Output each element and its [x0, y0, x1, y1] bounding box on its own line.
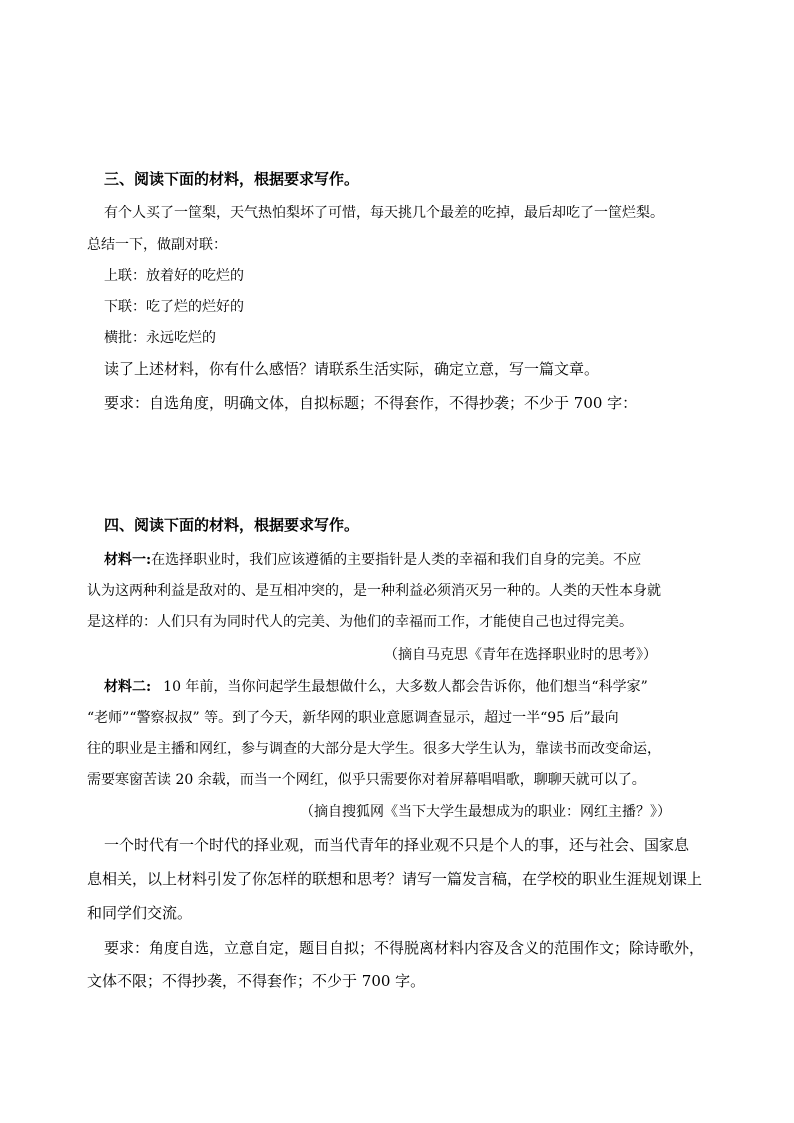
material-1-line-3: 是这样的：人们只有为同时代人的完美、为他们的幸福而工作，才能使自己也过得完美。 — [87, 614, 633, 630]
task-line-1: 一个时代有一个时代的择业观，而当代青年的择业观不只是个人的事，还与社会、国家息 — [104, 836, 690, 854]
couplet-lower: 下联：吃了烂的烂好的 — [104, 299, 244, 315]
material-2-line-4: 需要寒窗苦读 20 余载，而当一个网红，似乎只需要你对着屏幕唱唱歌，聊聊天就可以了。 — [87, 772, 646, 788]
requirement-line-1: 要求：角度自选，立意自定，题目自拟；不得脱离材料内容及含义的范围作文；除诗歌外， — [104, 939, 705, 957]
story-line-1: 有个人买了一筐梨，天气热怕梨坏了可惜，每天挑几个最差的吃掉，最后却吃了一筐烂梨。 — [104, 205, 664, 221]
task-line-2: 息相关，以上材料引发了你怎样的联想和思考？请写一篇发言稿，在学校的职业生涯规划课上 — [87, 870, 703, 888]
material-1-source: （摘自马克思《青年在选择职业时的思考》） — [384, 647, 657, 663]
material-2-source: （摘自搜狐网《当下大学生最想成为的职业：网红主播？》） — [300, 804, 671, 820]
material-1-label: 材料一: — [104, 552, 152, 568]
section-4-heading: 四、阅读下面的材料，根据要求写作。 — [104, 516, 360, 534]
section-3-heading: 三、阅读下面的材料，根据要求写作。 — [104, 170, 360, 188]
material-2-label: 材料二: — [104, 679, 152, 695]
story-line-2: 总结一下，做副对联： — [87, 237, 227, 253]
task-line-3: 和同学们交流。 — [87, 904, 193, 922]
material-1-text-1: 在选择职业时，我们应该遵循的主要指针是人类的幸福和我们自身的完美。不应 — [151, 552, 642, 568]
material-1-line-1 — [104, 553, 641, 567]
material-2-line-3: 往的职业是主播和网红，参与调查的大部分是大学生。很多大学生认为，靠读书而改变命运， — [87, 741, 661, 757]
writing-prompt: 读了上述材料，你有什么感悟？请联系生活实际，确定立意，写一篇文章。 — [104, 360, 600, 378]
material-2-line-1 — [104, 680, 648, 694]
material-1-line-2: 认为这两种利益是敌对的、是互相冲突的，是一种利益必须消灭另一种的。人类的天性本身就 — [87, 583, 661, 599]
material-2-text-1: 10 年前，当你问起学生最想做什么，大多数人都会告诉你，他们想当“科学家” — [163, 679, 648, 695]
couplet-upper: 上联：放着好的吃烂的 — [104, 268, 244, 284]
requirement-line-2: 文体不限；不得抄袭，不得套作；不少于 700 字。 — [87, 972, 426, 990]
material-2-line-2: “老师”“警察叔叔” 等。到了今天，新华网的职业意愿调查显示，超过一半“95 后”最向 — [87, 710, 619, 726]
couplet-horizontal: 横批：永远吃烂的 — [104, 330, 216, 346]
writing-requirement: 要求：自选角度，明确文体，自拟标题；不得套作，不得抄袭；不少于 700 字： — [104, 394, 638, 412]
